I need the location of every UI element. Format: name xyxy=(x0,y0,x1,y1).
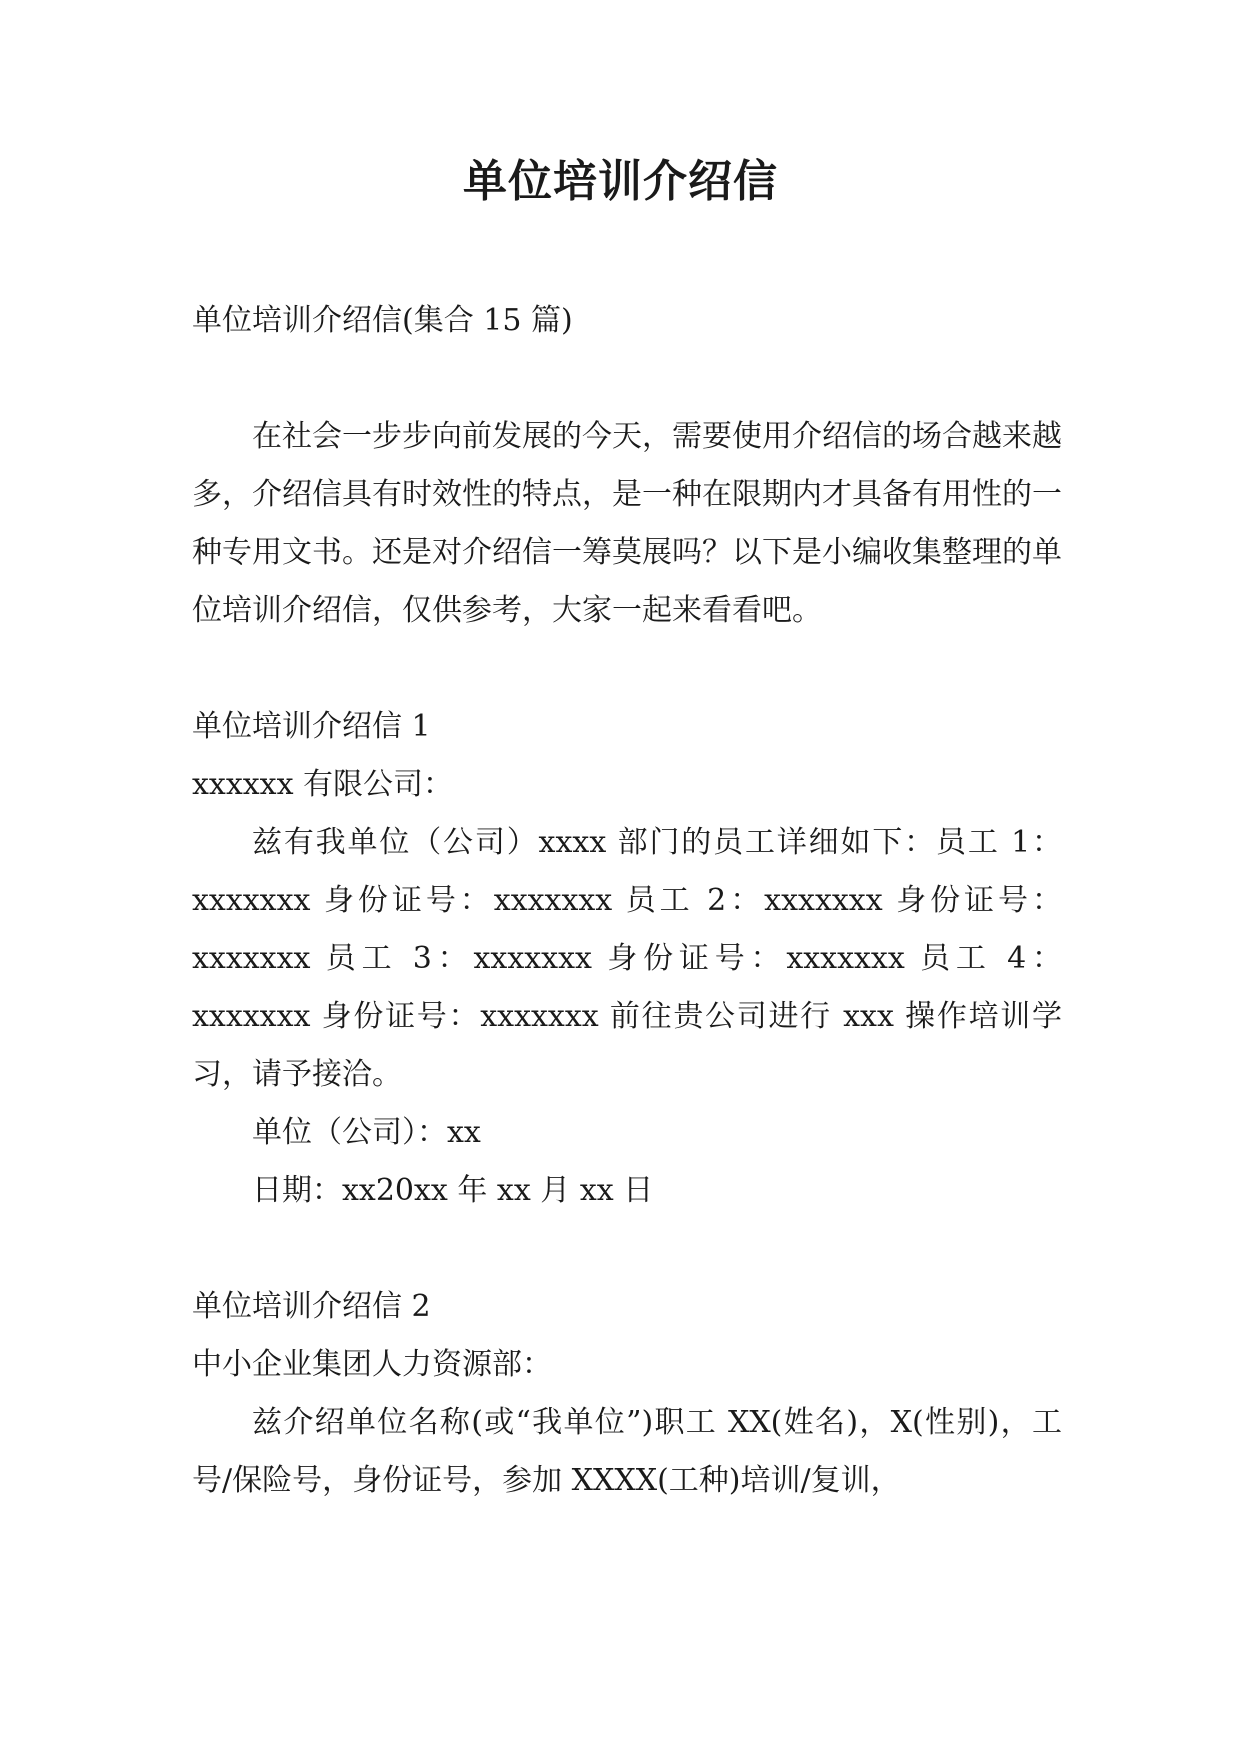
intro-paragraph: 在社会一步步向前发展的今天，需要使用介绍信的场合越来越多，介绍信具有时效性的特点，是一种在限期内才具备有用性的一种专用文书。还是对介绍信一筹莫展吗？以下是小编收集整理的单位培训介绍信，仅供参考，大家一起来看看吧。 xyxy=(192,419,1062,628)
letter-1-signature-unit: 单位（公司）：xx xyxy=(252,1115,481,1150)
letter-1-signature-date: 日期：xx20xx 年 xx 月 xx 日 xyxy=(252,1173,654,1208)
letter-1-heading: 单位培训介绍信 1 xyxy=(192,709,431,744)
letter-1-body: 兹有我单位（公司）xxxx 部门的员工详细如下：员工 1：xxxxxxx 身份证号：xxxxxxx 员工 2：xxxxxxx 身份证号：xxxxxxx 员工 3：xxxxxxx 身份证号：xxxxxxx 员工 4：xxxxxxx 身份证号：xxxxxxx 前往贵公司进行 xxx 操作培训学习，请予接洽。 xyxy=(192,825,1062,1092)
document-title: 单位培训介绍信 xyxy=(463,156,778,207)
document-subtitle: 单位培训介绍信(集合 15 篇) xyxy=(192,303,573,338)
document-body xyxy=(192,292,1062,1510)
letter-2-body: 兹介绍单位名称(或“我单位”)职工 XX(姓名)，X(性别)，工号/保险号，身份证号，参加 XXXX(工种)培训/复训， xyxy=(192,1405,1062,1498)
letter-2-salutation: 中小企业集团人力资源部： xyxy=(192,1347,552,1382)
letter-1-salutation: xxxxxx 有限公司： xyxy=(192,767,454,802)
letter-2-heading: 单位培训介绍信 2 xyxy=(192,1289,431,1324)
